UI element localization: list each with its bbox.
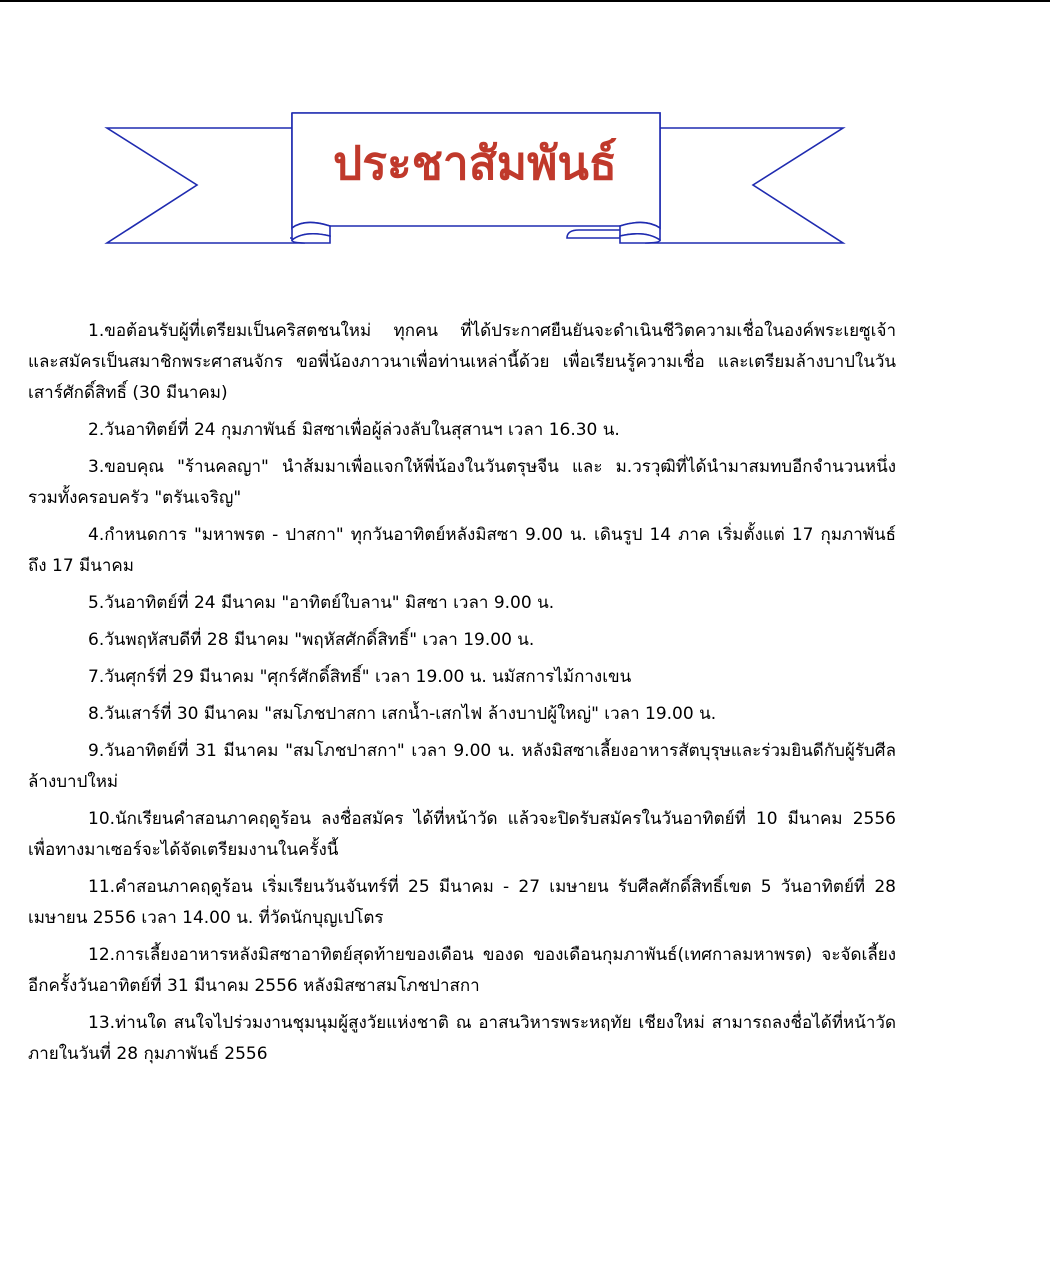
notice-item: 9.วันอาทิตย์ที่ 31 มีนาคม "สมโภชปาสกา" เวลา 9.00 น. หลังมิสซาเลี้ยงอาหารสัตบุรุษและร่วมยินดีกับผู้รับศีลล้างบาปใหม่ bbox=[28, 741, 896, 792]
notice-item: 12.การเลี้ยงอาหารหลังมิสซาอาทิตย์สุดท้ายของเดือน ของด ของเดือนกุมภาพันธ์(เทศกาลมหาพรต) จะจัดเลี้ยงอีกครั้งวันอาทิตย์ที่ 31 มีนาคม 2556 หลังมิสซาสมโภชปาสกา bbox=[28, 945, 896, 996]
notice-item: 4.กำหนดการ "มหาพรต - ปาสกา" ทุกวันอาทิตย์หลังมิสซา 9.00 น. เดินรูป 14 ภาค เริ่มตั้งแต่ 17 กุมภาพันธ์ ถึง 17 มีนาคม bbox=[28, 525, 896, 576]
ribbon-left-tail bbox=[107, 128, 305, 243]
title-banner bbox=[100, 108, 850, 253]
notice-item: 3.ขอบคุณ "ร้านคลญา" นำส้มมาเพื่อแจกให้พี่น้องในวันตรุษจีน และ ม.วรวุฒิที่ได้นำมาสมทบอีกจำนวนหนึ่ง รวมทั้งครอบครัว "ตรันเจริญ" bbox=[28, 457, 896, 508]
notice-item: 7.วันศุกร์ที่ 29 มีนาคม "ศุกร์ศักดิ์สิทธิ์" เวลา 19.00 น. นมัสการไม้กางเขน bbox=[88, 667, 632, 687]
notice-item: 2.วันอาทิตย์ที่ 24 กุมภาพันธ์ มิสซาเพื่อผู้ล่วงลับในสุสานฯ เวลา 16.30 น. bbox=[88, 420, 620, 440]
notice-item: 8.วันเสาร์ที่ 30 มีนาคม "สมโภชปาสกา เสกน้ำ-เสกไฟ ล้างบาปผู้ใหญ่" เวลา 19.00 น. bbox=[88, 704, 717, 724]
notice-item: 1.ขอต้อนรับผู้ที่เตรียมเป็นคริสตชนใหม่ ทุกคน ที่ได้ประกาศยืนยันจะดำเนินชีวิตความเชื่อในองค์พระเยซูเจ้า และสมัครเป็นสมาชิกพระศาสนจักร ขอพี่น้องภาวนาเพื่อท่านเหล่านี้ด้วย เพื่อเรียนรู้ความเชื่อ และเตรียมล้างบาปในวันเสาร์ศักดิ์สิทธิ์ (30 มีนาคม) bbox=[28, 321, 896, 403]
notice-item: 13.ท่านใด สนใจไปร่วมงานชุมนุมผู้สูงวัยแห่งชาติ ณ อาสนวิหารพระหฤทัย เชียงใหม่ สามารถลงชื่อได้ที่หน้าวัด ภายในวันที่ 28 กุมภาพันธ์ 2556 bbox=[28, 1013, 896, 1064]
ribbon-right-tail bbox=[645, 128, 843, 243]
notice-item: 5.วันอาทิตย์ที่ 24 มีนาคม "อาทิตย์ใบลาน" มิสซา เวลา 9.00 น. bbox=[88, 593, 555, 613]
notice-list bbox=[28, 316, 896, 1076]
banner-title: ประชาสัมพันธ์ bbox=[333, 136, 617, 190]
top-border-line bbox=[0, 0, 1050, 2]
notice-item: 11.คำสอนภาคฤดูร้อน เริ่มเรียนวันจันทร์ที่ 25 มีนาคม - 27 เมษายน รับศีลศักดิ์สิทธิ์เขต 5 วันอาทิตย์ที่ 28 เมษายน 2556 เวลา 14.00 น. ที่วัดนักบุญเปโตร bbox=[28, 877, 896, 928]
notice-item: 6.วันพฤหัสบดีที่ 28 มีนาคม "พฤหัสศักดิ์สิทธิ์" เวลา 19.00 น. bbox=[88, 630, 535, 650]
notice-item: 10.นักเรียนคำสอนภาคฤดูร้อน ลงชื่อสมัคร ได้ที่หน้าวัด แล้วจะปิดรับสมัครในวันอาทิตย์ที่ 10 มีนาคม 2556 เพื่อทางมาเซอร์จะได้จัดเตรียมงานในครั้งนี้ bbox=[28, 809, 896, 860]
